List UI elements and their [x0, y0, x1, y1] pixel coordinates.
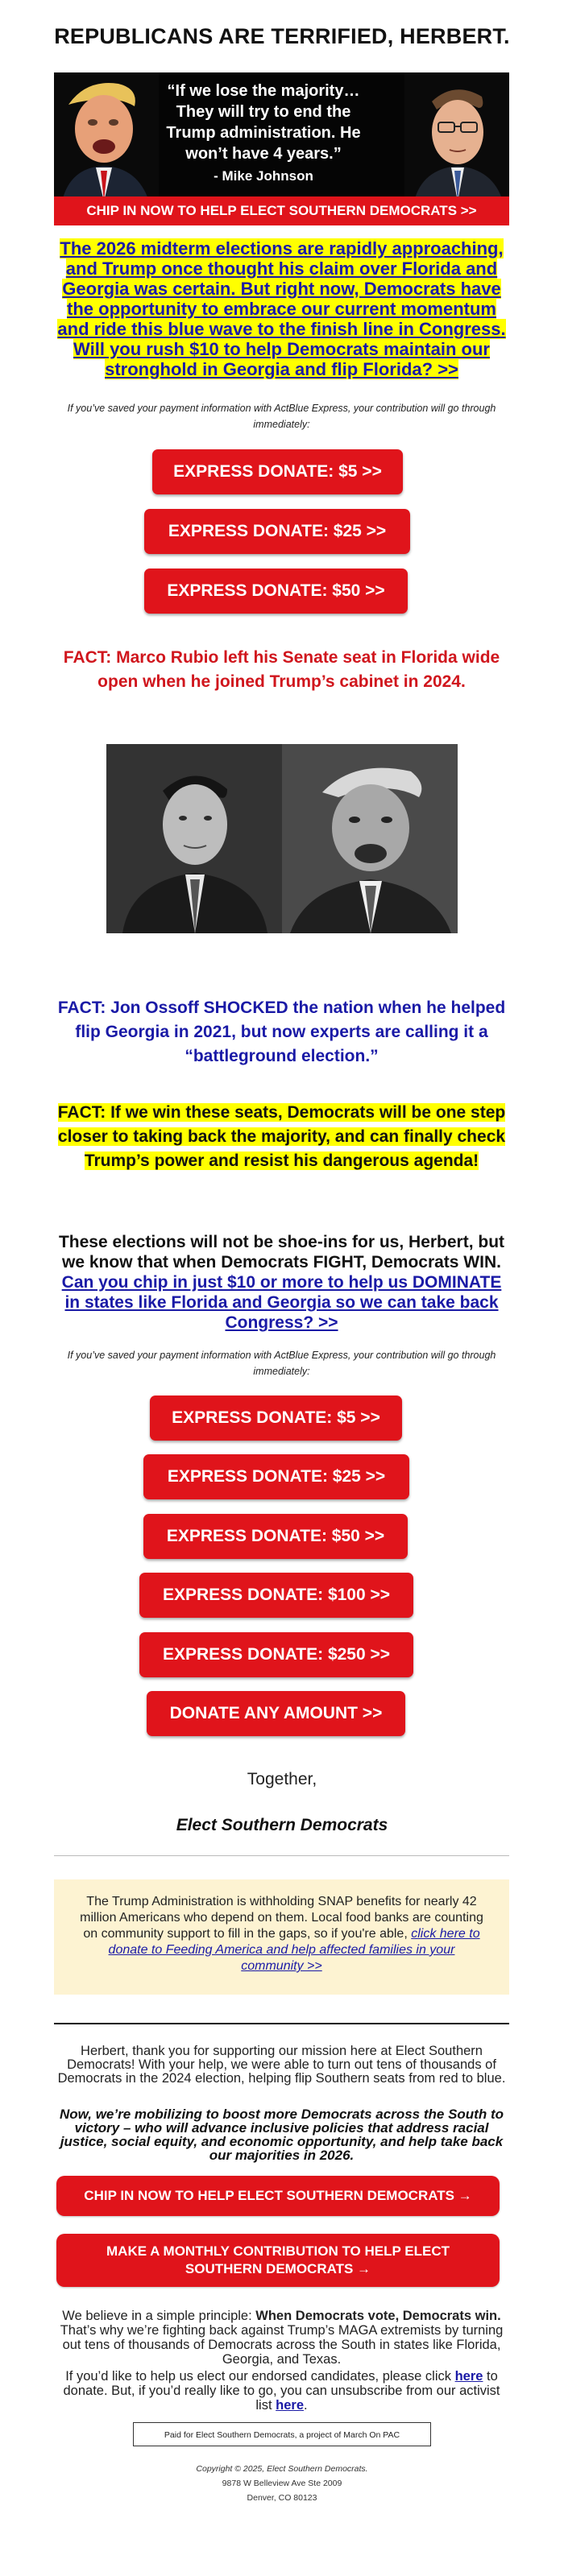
- optout-part3: .: [304, 2398, 308, 2413]
- rubio-photo: [106, 744, 282, 933]
- optout-paragraph: [54, 2369, 509, 2413]
- express-donate-50-button-top[interactable]: EXPRESS DONATE: $50 >>: [144, 569, 408, 614]
- express-note-top: If you’ve saved your payment information with ActBlue Express, your contribution will go through immediately:: [67, 403, 496, 430]
- lead-donate-link[interactable]: The 2026 midterm elections are rapidly approaching, and Trump once thought his claim over Florida and Georgia was certain. But right now, Democrats have the opportunity to embrace our current momentum and ride this blue wave to the finish line in Congress. Will you rush $10 to help Democrats maintain our stronghold in Georgia and flip Florida? >>: [57, 238, 506, 379]
- headline: REPUBLICANS ARE TERRIFIED, HERBERT.: [54, 24, 510, 48]
- footer-address-line1: 9878 W Belleview Ave Ste 2009: [222, 2479, 342, 2488]
- belief-bold: When Democrats vote, Democrats win.: [255, 2309, 501, 2323]
- snap-notice: [54, 1879, 509, 1995]
- trump-portrait: [54, 72, 159, 201]
- hero-quote: [151, 81, 376, 187]
- fact-majority-text: FACT: If we win these seats, Democrats will be one step closer to taking back the majority, and can finally check Trump’s power and resist his dangerous agenda!: [57, 1103, 506, 1170]
- divider-black: [54, 2023, 509, 2024]
- body-intro: These elections will not be shoe-ins for us, Herbert, but we know that when Democrats FIGHT, Democrats WIN.: [58, 1233, 505, 1271]
- express-donate-5-button[interactable]: EXPRESS DONATE: $5 >>: [150, 1396, 402, 1441]
- express-donate-5-button-top[interactable]: EXPRESS DONATE: $5 >>: [152, 449, 403, 494]
- fact-majority: [54, 1101, 509, 1173]
- lead-paragraph[interactable]: [54, 238, 509, 379]
- fact-rubio: FACT: Marco Rubio left his Senate seat in Florida wide open when he joined Trump’s cabinet in 2024.: [63, 648, 500, 691]
- feeding-america-link[interactable]: click here to donate to Feeding America and help affected families in your community >>: [108, 1927, 480, 1973]
- express-note-bottom: If you’ve saved your payment information with ActBlue Express, your contribution will go through immediately:: [67, 1350, 496, 1377]
- belief-rest: That’s why we’re fighting back against Trump’s MAGA extremists by turning out tens of thousands of Democrats across the South in states like Florida, Georgia, and Texas.: [60, 2323, 504, 2367]
- donate-here-link[interactable]: here: [454, 2369, 483, 2384]
- hero-cta-banner[interactable]: CHIP IN NOW TO HELP ELECT SOUTHERN DEMOCRATS >>: [54, 196, 509, 225]
- divider-grey: [54, 1855, 509, 1856]
- signoff-org: Elect Southern Democrats: [176, 1816, 388, 1834]
- mission-paragraph: Now, we’re mobilizing to boost more Democrats across the South to victory – who will advance inclusive policies that address racial justice, social equity, and economic opportunity, and help take back our majorities in 2026.: [60, 2107, 504, 2163]
- express-donate-50-button[interactable]: EXPRESS DONATE: $50 >>: [143, 1514, 408, 1559]
- donate-any-amount-button[interactable]: DONATE ANY AMOUNT >>: [147, 1691, 405, 1736]
- belief-paragraph: [54, 2309, 509, 2367]
- optout-part1: If you’d like to help us elect our endorsed candidates, please click: [65, 2369, 455, 2384]
- belief-intro: We believe in a simple principle:: [62, 2309, 256, 2323]
- thanks-paragraph: Herbert, thank you for supporting our mission here at Elect Southern Democrats! With your help, we were able to turn out tens of thousands of Democrats in the 2024 election, helping flip Southern seats from red to blue.: [57, 2044, 506, 2086]
- express-donate-250-button[interactable]: EXPRESS DONATE: $250 >>: [139, 1632, 413, 1677]
- hero-banner-image[interactable]: [54, 72, 509, 225]
- signoff-together: Together,: [247, 1770, 317, 1788]
- hero-quote-text: “If we lose the majority… They will try to end the Trump administration. He won’t have 4 years.”: [166, 82, 361, 163]
- unsubscribe-here-link[interactable]: here: [276, 2398, 304, 2413]
- johnson-portrait: [404, 72, 509, 201]
- hero-attribution: - Mike Johnson: [214, 168, 313, 184]
- express-donate-100-button[interactable]: EXPRESS DONATE: $100 >>: [139, 1573, 413, 1618]
- express-donate-25-button[interactable]: EXPRESS DONATE: $25 >>: [143, 1454, 409, 1499]
- footer-copyright: Copyright © 2025, Elect Southern Democrats.: [196, 2464, 368, 2474]
- chip-in-button[interactable]: CHIP IN NOW TO HELP ELECT SOUTHERN DEMOCRATS →: [56, 2176, 500, 2216]
- snap-text: The Trump Administration is withholding SNAP benefits for nearly 42 million Americans who depend on them. Local food banks are counting on community support to fill in the gaps, so if you're able,: [80, 1895, 483, 1941]
- optout-part2: to donate. But, if you’d really like to go, you can unsubscribe from our activist list: [63, 2369, 500, 2413]
- candidate-photos: [106, 744, 458, 933]
- footer-address-line2: Denver, CO 80123: [247, 2493, 317, 2503]
- trump-photo: [282, 744, 458, 933]
- fact-ossoff: FACT: Jon Ossoff SHOCKED the nation when he helped flip Georgia in 2021, but now experts are calling it a “battleground election.”: [57, 999, 506, 1065]
- express-donate-25-button-top[interactable]: EXPRESS DONATE: $25 >>: [144, 509, 410, 554]
- body-paragraph: [54, 1232, 509, 1333]
- monthly-contribution-button[interactable]: MAKE A MONTHLY CONTRIBUTION TO HELP ELECT SOUTHERN DEMOCRATS →: [56, 2234, 500, 2287]
- paid-for-disclaimer: Paid for Elect Southern Democrats, a project of March On PAC: [133, 2422, 431, 2446]
- body-donate-link[interactable]: Can you chip in just $10 or more to help us DOMINATE in states like Florida and Georgia so we can take back Congress? >>: [61, 1273, 502, 1332]
